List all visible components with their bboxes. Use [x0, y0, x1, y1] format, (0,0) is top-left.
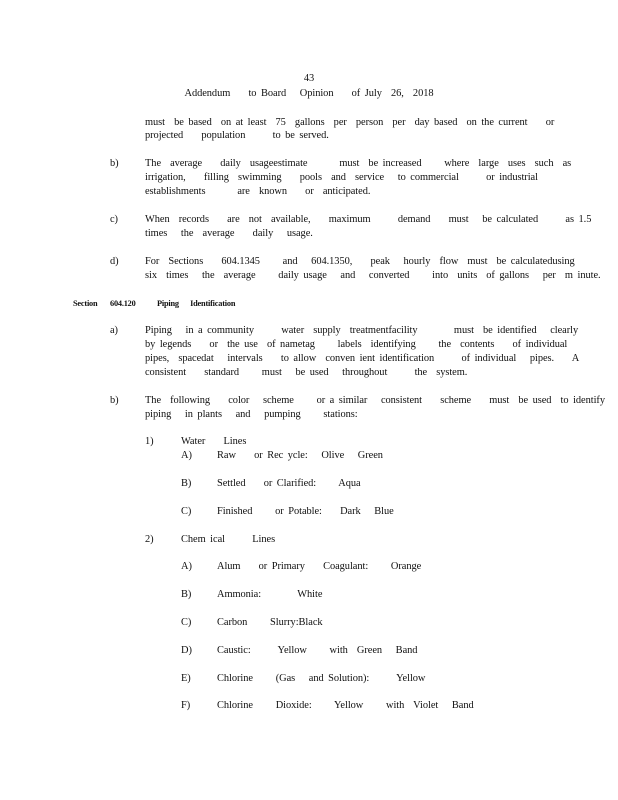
color-entry-text: Chlorine Dioxide: Yellow with Violet Band [217, 700, 474, 711]
sublist-number: 2) [145, 534, 154, 545]
paragraph-line: Piping in a community water supply treatmentfacility must be identified clearly [145, 325, 579, 336]
paragraph-line: When records are not available, maximum demand must be calculated as 1.5 [145, 214, 592, 225]
color-entry-letter: F) [181, 700, 191, 711]
color-entry-letter: B) [181, 589, 192, 600]
paragraph-line: irrigation, filling swimming pools and service to commercial or industrial [145, 172, 538, 183]
list-label: b) [110, 395, 119, 406]
sublist-title: Chem ical Lines [181, 534, 276, 545]
paragraph-line: times the average daily usage. [145, 228, 313, 239]
paragraph-line: by legends or the use of nametag labels identifying the contents of individual [145, 339, 568, 350]
page-number: 43 [303, 73, 315, 84]
paragraph-line: consistent standard must be used throughout the system. [145, 367, 468, 378]
color-entry-text: Raw or Rec ycle: Olive Green [217, 450, 383, 461]
paragraph-line: must be based on at least 75 gallons per person per day based on the current or [145, 117, 555, 128]
list-label: c) [110, 214, 118, 225]
paragraph-line: establishments are known or anticipated. [145, 186, 371, 197]
section-number: 604.120 [110, 299, 136, 308]
sublist-number: 1) [145, 436, 154, 447]
list-label: a) [110, 325, 118, 336]
color-entry-text: Carbon Slurry:Black [217, 617, 323, 628]
section-title: Piping Identification [157, 299, 236, 308]
color-entry-letter: B) [181, 478, 192, 489]
color-entry-text: Alum or Primary Coagulant: Orange [217, 561, 422, 572]
color-entry-letter: D) [181, 645, 192, 656]
paragraph-line: piping in plants and pumping stations: [145, 409, 358, 420]
color-entry-text: Ammonia: White [217, 589, 323, 600]
color-entry-letter: A) [181, 450, 192, 461]
color-entry-letter: A) [181, 561, 192, 572]
color-entry-text: Chlorine (Gas and Solution): Yellow [217, 673, 426, 684]
color-entry-text: Settled or Clarified: Aqua [217, 478, 361, 489]
list-label: b) [110, 158, 119, 169]
paragraph-line: The following color scheme or a similar consistent scheme must be used to identify [145, 395, 605, 406]
paragraph-line: six times the average daily usage and converted into units of gallons per m inute. [145, 270, 601, 281]
page-title: Addendum to Board Opinion of July 26, 2018 [184, 88, 434, 99]
color-entry-letter: C) [181, 506, 192, 517]
section-label: Section [73, 299, 98, 308]
color-entry-letter: C) [181, 617, 192, 628]
paragraph-line: projected population to be served. [145, 130, 329, 141]
paragraph-line: The average daily usageestimate must be increased where large uses such as [145, 158, 572, 169]
color-entry-text: Caustic: Yellow with Green Band [217, 645, 418, 656]
color-entry-letter: E) [181, 673, 191, 684]
list-label: d) [110, 256, 119, 267]
paragraph-line: For Sections 604.1345 and 604.1350, peak hourly flow must be calculatedusing [145, 256, 575, 267]
color-entry-text: Finished or Potable: Dark Blue [217, 506, 394, 517]
sublist-title: Water Lines [181, 436, 247, 447]
paragraph-line: pipes, spacedat intervals to allow conven ient identification of individual pipes. A [145, 353, 580, 364]
